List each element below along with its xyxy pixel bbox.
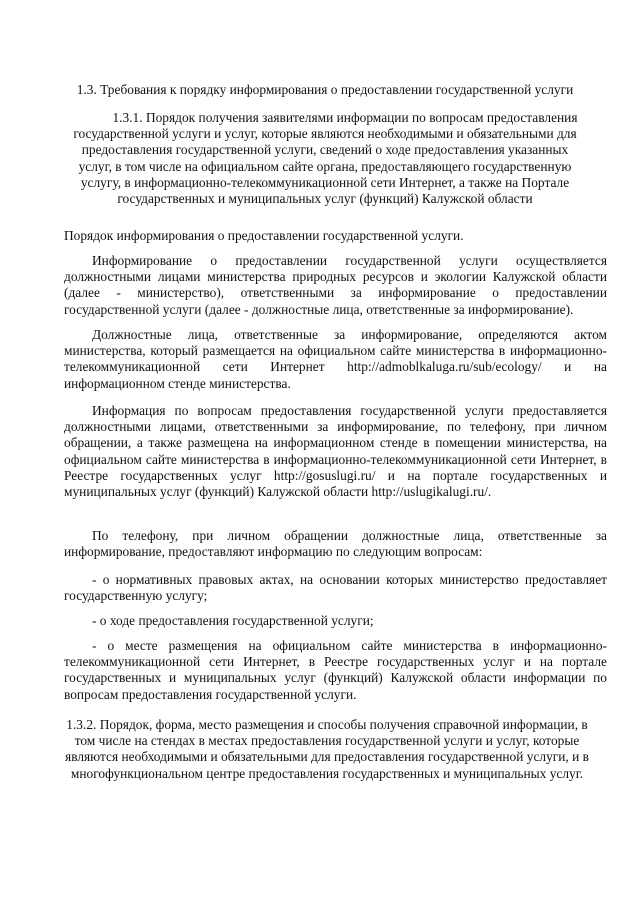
list-item-info-location: - о месте размещения на официальном сайте министерства в информационно-телекоммуникационной сети Интернет, в Реестре государственных услуг и на портале государственных и муниципальных услуг (функций) Калужской области информации по вопросам предоставления государственной услуги. <box>64 638 607 702</box>
list-item-legal-acts: - о нормативных правовых актах, на основании которых министерство предоставляет государственную услугу; <box>64 572 607 604</box>
paragraph-information-channels: Информация по вопросам предоставления государственной услуги предоставляется должностными лицами, ответственными за информирование, по телефону, при личном обращении, а также размещена на информационном стенде в помещении министерства, на официальном сайте министерства в информационно-телекоммуникационной сети Интернет, в Реестре государственных услуг http://gosuslugi.ru/ и на портале государственных и муниципальных услуг (функций) Калужской области http://uslugikalugi.ru/. <box>64 403 607 500</box>
list-item-service-progress: - о ходе предоставления государственной услуги; <box>92 613 374 628</box>
paragraph-phone-questions: По телефону, при личном обращении должностные лица, ответственные за информирование, предоставляют информацию по следующим вопросам: <box>64 528 607 560</box>
subsection-1-title: 1.3.1. Порядок получения заявителями информации по вопросам предоставления государственной услуги и услуг, которые являются необходимыми и обязательными для предоставления государственной услуги, сведений о ходе предоставления указанных услуг, в том числе на официальном сайте органа, предоставляющего государственную услугу, в информационно-телекоммуникационной сети Интернет, а также на Портале государственных и муниципальных услуг (функций) Калужской области <box>73 110 578 207</box>
subsection-2-title: 1.3.2. Порядок, форма, место размещения и способы получения справочной информации, в том числе на стендах в местах предоставления государственной услуги и услуг, которые являются необходимыми и обязательными для предоставления государственной услуги, и в многофункциональном центре предоставления государственных и муниципальных услуг. <box>65 717 589 781</box>
paragraph-responsible-officials: Должностные лица, ответственные за информирование, определяются актом министерства, который размещается на официальном сайте министерства в информационно-телекоммуникационной сети Интернет http://admoblkaluga.ru/sub/ecology/ и на информационном стенде министерства. <box>64 327 607 391</box>
section-heading: 1.3. Требования к порядку информирования о предоставлении государственной услуги <box>76 82 574 97</box>
paragraph-informing: Информирование о предоставлении государственной услуги осуществляется должностными лицами министерства природных ресурсов и экологии Калужской области (далее - министерство), ответственными за информирование о предоставлении государственной услуги (далее - должностные лица, ответственные за информирование). <box>64 253 607 317</box>
intro-line: Порядок информирования о предоставлении государственной услуги. <box>64 228 464 243</box>
